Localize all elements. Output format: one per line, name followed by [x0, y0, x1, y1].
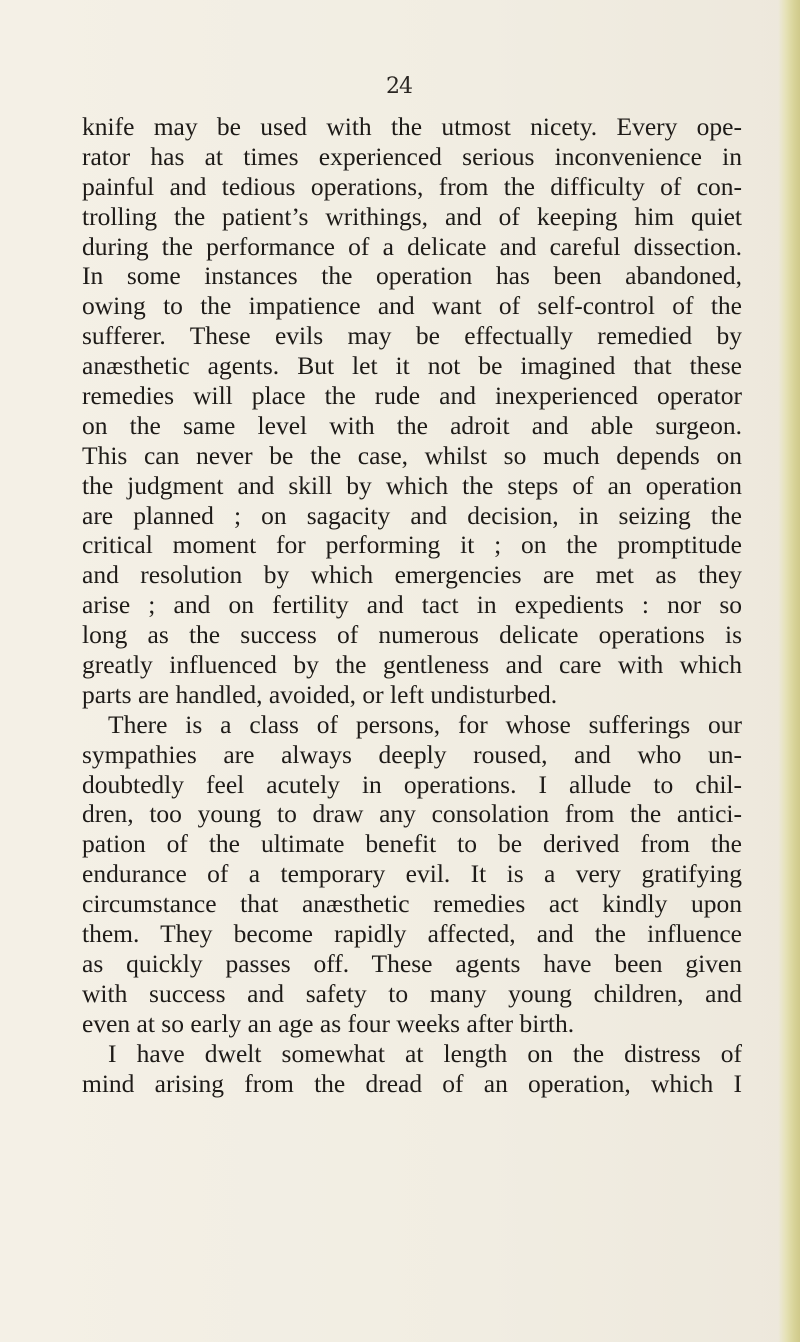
text-line: dren, too young to draw any consolation from the antici-: [82, 799, 742, 829]
text-line: arise ; and on fertility and tact in expedients : nor so: [82, 590, 742, 620]
text-line: endurance of a temporary evil. It is a very gratifying: [82, 859, 742, 889]
text-line: the judgment and skill by which the steps of an operation: [82, 470, 742, 500]
text-line: are planned ; on sagacity and decision, in seizing the: [82, 500, 742, 530]
text-line: critical moment for performing it ; on the promptitude: [82, 530, 742, 560]
text-line: with success and safety to many young children, and: [82, 978, 742, 1008]
text-line: mind arising from the dread of an operation, which I: [82, 1068, 742, 1098]
text-line: trolling the patient’s writhings, and of keeping him quiet: [82, 201, 742, 231]
text-line: painful and tedious operations, from the difficulty of con-: [82, 171, 742, 201]
text-line: on the same level with the adroit and able surgeon.: [82, 410, 742, 440]
text-line: knife may be used with the utmost nicety. Every ope-: [82, 112, 742, 141]
text-line: even at so early an age as four weeks after birth.: [82, 1008, 575, 1038]
text-line: as quickly passes off. These agents have been given: [82, 948, 742, 978]
text-line: greatly influenced by the gentleness and care with which: [82, 650, 742, 680]
text-line: owing to the impatience and want of self-control of the: [82, 291, 742, 321]
text-line: sufferer. These evils may be effectually remedied by: [82, 321, 742, 351]
text-line: anæsthetic agents. But let it not be imagined that these: [82, 351, 742, 381]
text-line: long as the success of numerous delicate operations is: [82, 620, 742, 650]
text-line: doubtedly feel acutely in operations. I allude to chil-: [82, 769, 742, 799]
page-number: 24: [386, 74, 412, 99]
text-line: This can never be the case, whilst so much depends on: [82, 440, 742, 470]
text-line: them. They become rapidly affected, and the influence: [82, 919, 742, 949]
text-line: and resolution by which emergencies are met as they: [82, 560, 742, 590]
text-line: There is a class of persons, for whose sufferings our: [108, 709, 742, 739]
text-line: sympathies are always deeply roused, and who un-: [82, 739, 742, 769]
text-line: during the performance of a delicate and careful dissection.: [82, 231, 742, 261]
text-line: pation of the ultimate benefit to be derived from the: [82, 829, 742, 859]
text-line: rator has at times experienced serious inconvenience in: [82, 141, 742, 171]
text-line: I have dwelt somewhat at length on the distress of: [108, 1038, 742, 1068]
page-edge: [778, 0, 800, 1342]
text-line: circumstance that anæsthetic remedies act kindly upon: [82, 889, 742, 919]
text-line: In some instances the operation has been abandoned,: [82, 261, 742, 291]
text-line: parts are handled, avoided, or left undisturbed.: [82, 679, 558, 709]
body-text: [82, 112, 742, 1098]
text-line: remedies will place the rude and inexperienced operator: [82, 381, 742, 411]
